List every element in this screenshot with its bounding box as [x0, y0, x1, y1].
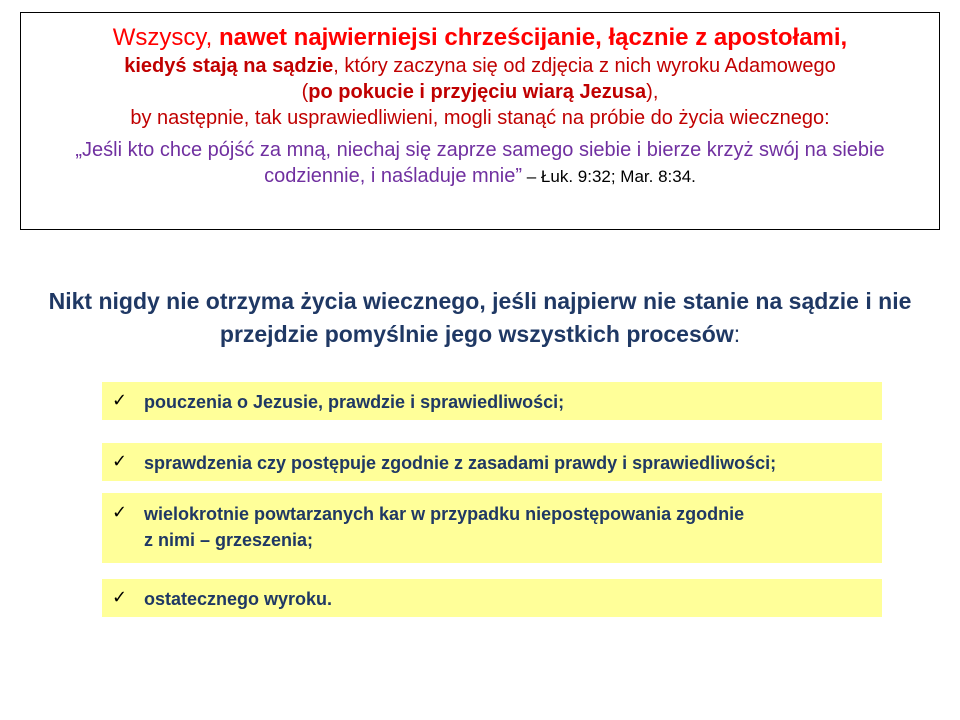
- main-heading-text: Nikt nigdy nie otrzyma życia wiecznego, jeśli najpierw nie stanie na sądzie i nie przejdzie pomyślnie jego wszystkich procesów: [48, 288, 912, 347]
- list-item-text-continuation: z nimi – grzeszenia;: [144, 530, 314, 550]
- list-item-text: sprawdzenia czy postępuje zgodnie z zasadami prawdy i sprawiedliwości;: [144, 453, 777, 473]
- intro-box: [20, 12, 940, 230]
- list-item: [102, 443, 882, 481]
- bible-quote: [21, 137, 939, 190]
- checkmark-icon: ✓: [112, 587, 128, 608]
- intro-line-2-normal: , który zaczyna się od zdjęcia z nich wyroku Adamowego: [333, 55, 836, 77]
- intro-line-1-bold: nawet najwierniejsi chrześcijanie, łącznie z apostołami,: [218, 24, 848, 51]
- quote-text: „Jeśli kto chce pójść za mną, niechaj się zaprze samego siebie i bierze krzyż swój na siebie codziennie, i naśladuje mnie”: [75, 139, 885, 187]
- list-item-text: wielokrotnie powtarzanych kar w przypadku niepostępowania zgodnie: [144, 504, 745, 524]
- intro-line-4: by następnie, tak usprawiedliwieni, mogli stanąć na próbie do życia wiecznego:: [130, 107, 830, 129]
- intro-line-3-bold: po pokucie i przyjęciu wiarą Jezusa: [308, 81, 647, 103]
- intro-line-3: [21, 79, 939, 105]
- checkmark-icon: ✓: [112, 502, 128, 523]
- intro-line-3-close: ),: [646, 81, 659, 103]
- list-item: [102, 382, 882, 420]
- quote-reference: – Łuk. 9:32; Mar. 8:34.: [522, 167, 696, 186]
- list-item: [102, 579, 882, 617]
- checkmark-icon: ✓: [112, 451, 128, 472]
- intro-line-2: [21, 53, 939, 79]
- main-heading: [20, 285, 940, 351]
- intro-line-1: [21, 23, 939, 53]
- list-item-text: ostatecznego wyroku.: [144, 589, 333, 609]
- intro-line-1-normal: Wszyscy,: [112, 24, 219, 51]
- list-item: [102, 493, 882, 563]
- main-heading-colon: :: [733, 321, 741, 347]
- list-item-text: pouczenia o Jezusie, prawdzie i sprawiedliwości;: [144, 392, 565, 412]
- intro-line-2-bold: kiedyś stają na sądzie: [124, 55, 334, 77]
- checkmark-icon: ✓: [112, 390, 128, 411]
- intro-line-3-open: (: [301, 81, 309, 103]
